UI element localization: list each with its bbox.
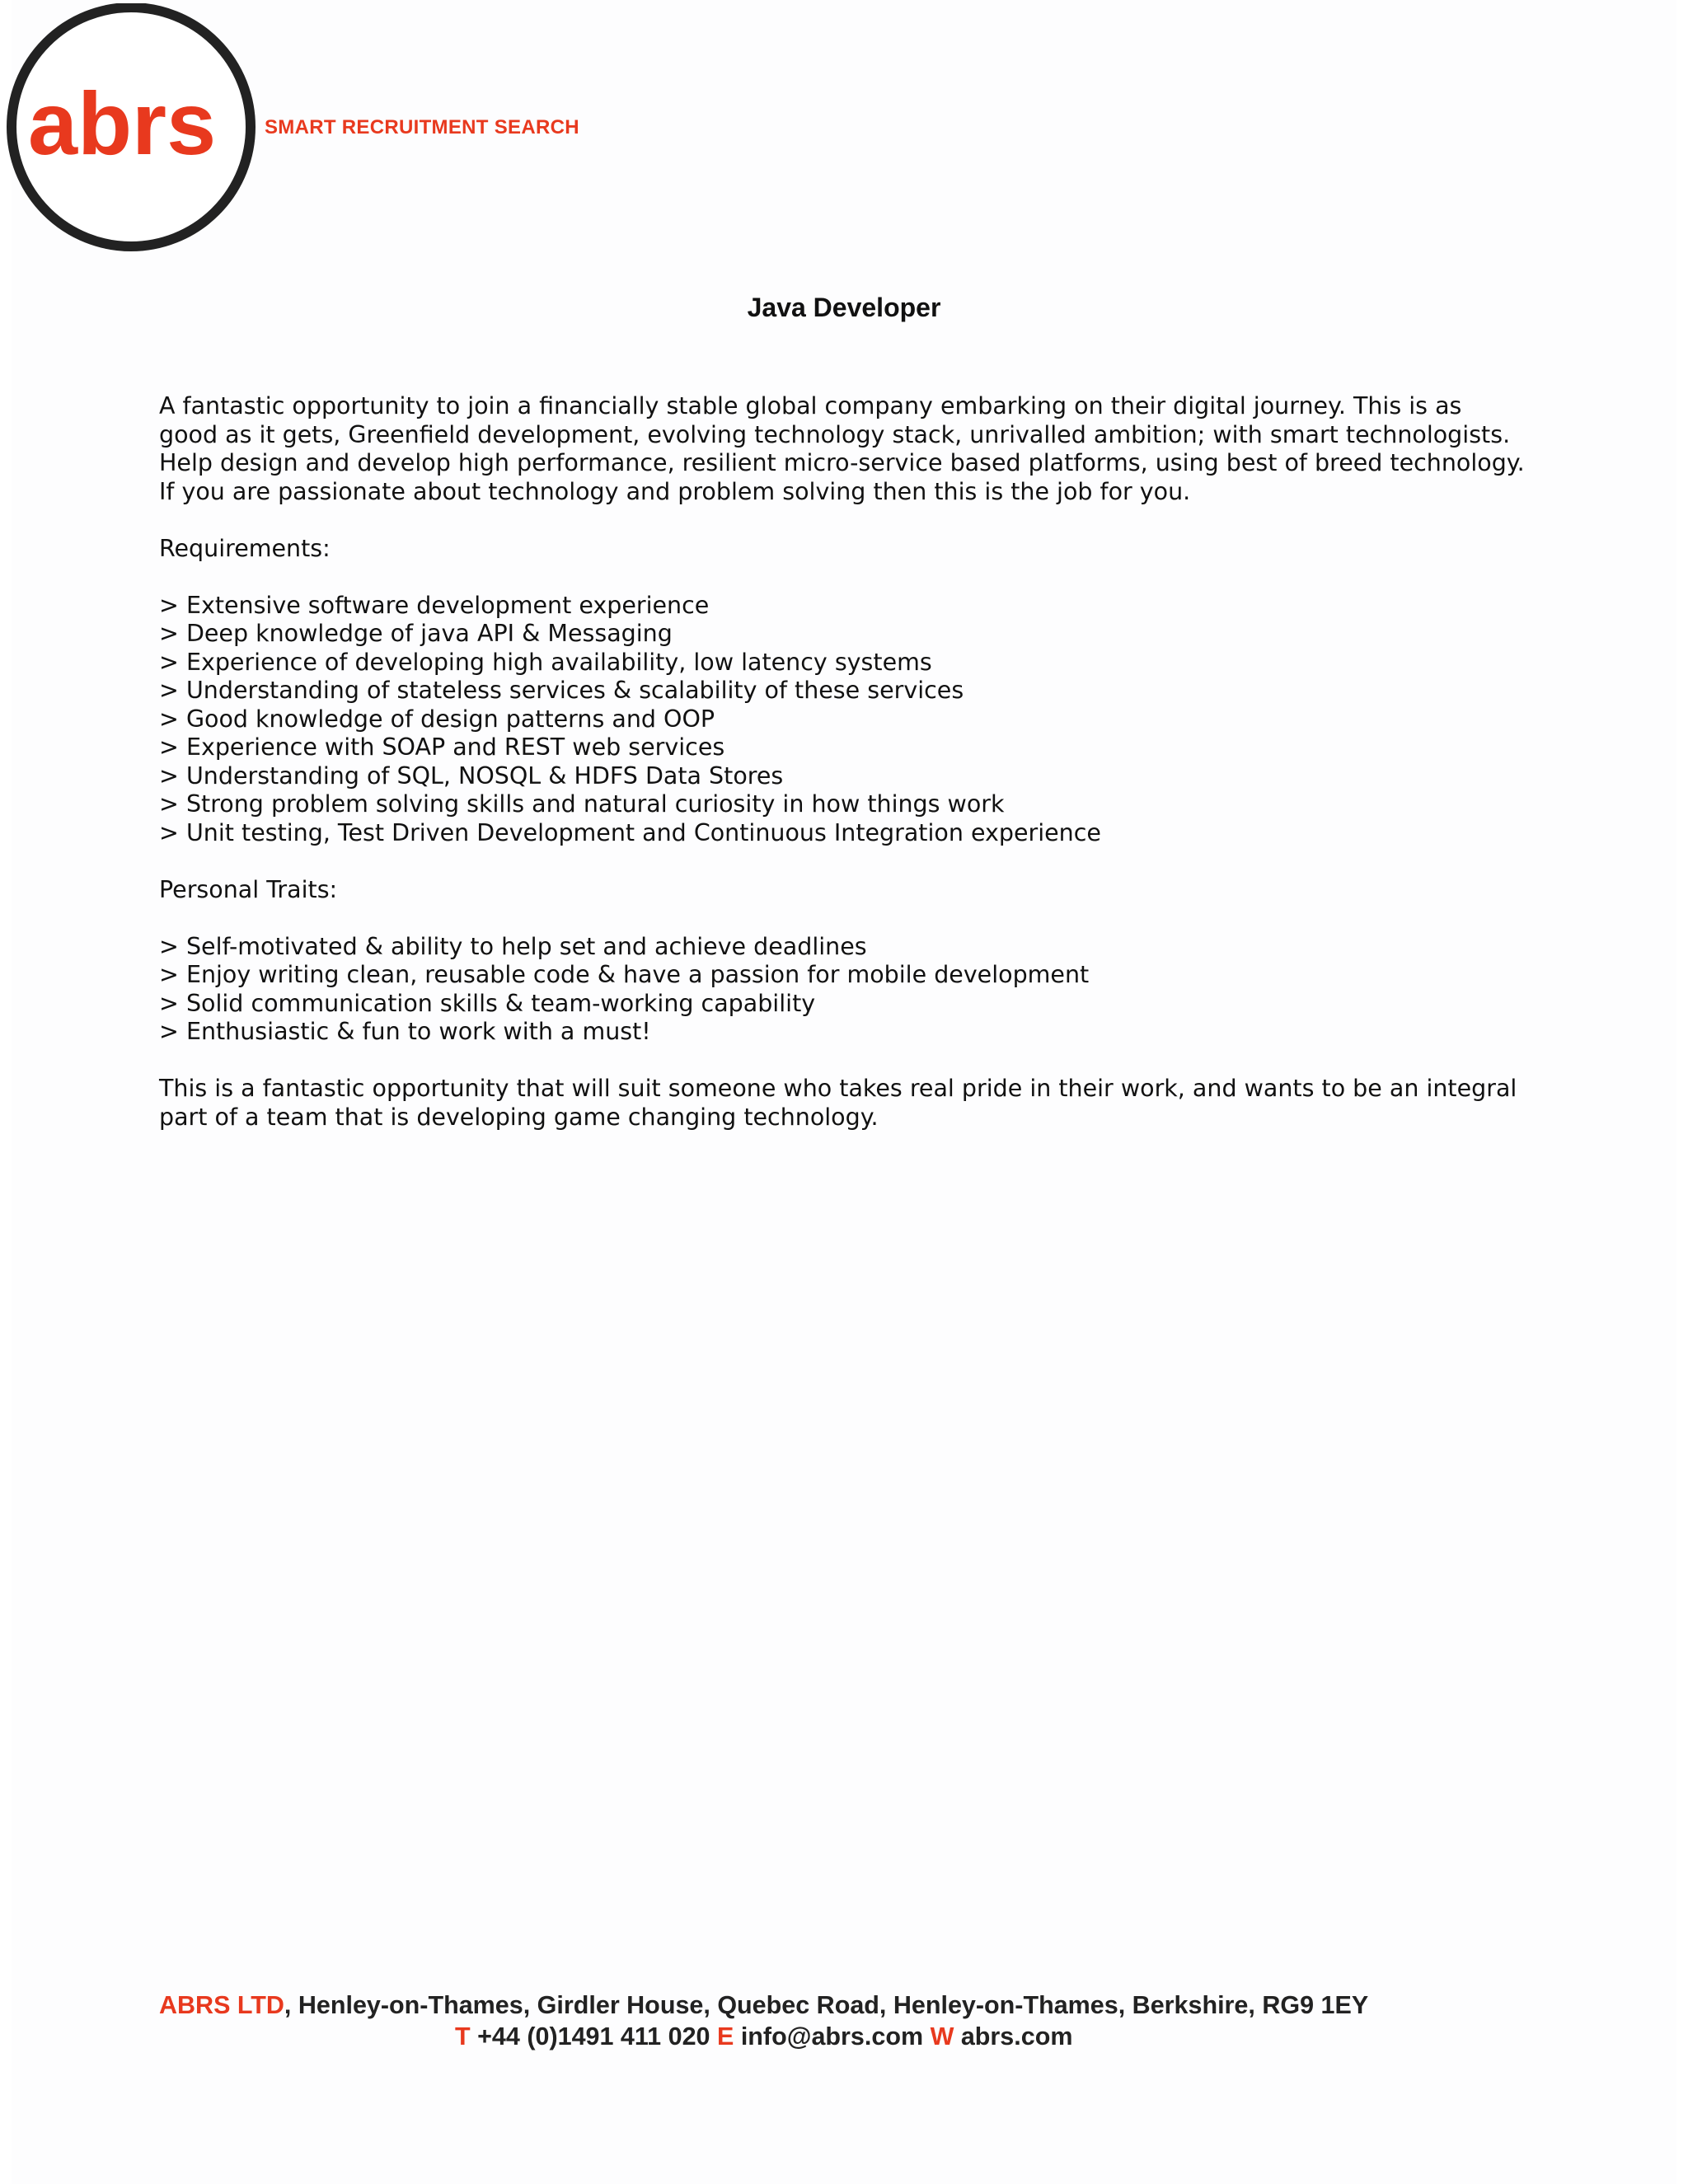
logo-ring-icon — [3, 3, 267, 259]
list-item: > Understanding of SQL, NOSQL & HDFS Data Stores — [159, 762, 784, 790]
closing-line: part of a team that is developing game changing technology. — [159, 1103, 879, 1131]
list-item: > Self-motivated & ability to help set and achieve deadlines — [159, 932, 867, 960]
intro-line: Help design and develop high performance, resilient micro-service based platforms, using best of breed technology. — [159, 449, 1525, 476]
web-label: W — [930, 2022, 954, 2050]
personal-traits-heading: Personal Traits: — [159, 875, 338, 903]
list-item: > Strong problem solving skills and natural curiosity in how things work — [159, 790, 1005, 818]
footer-address: , Henley-on-Thames, Girdler House, Quebec Road, Henley-on-Thames, Berkshire, RG9 1EY — [284, 1991, 1369, 2019]
job-description — [159, 392, 1560, 1132]
footer-contact-line — [455, 2022, 1072, 2051]
list-item: > Good knowledge of design patterns and OOP — [159, 705, 715, 733]
logo-tagline: SMART RECRUITMENT SEARCH — [265, 116, 579, 138]
page-title: Java Developer — [747, 293, 941, 322]
list-item: > Enjoy writing clean, reusable code & have a passion for mobile development — [159, 961, 1090, 988]
requirements-list — [159, 592, 1560, 848]
logo-wordmark: abrs — [28, 73, 217, 173]
email-label: E — [717, 2022, 734, 2050]
list-item: > Understanding of stateless services & scalability of these services — [159, 677, 964, 704]
intro-line: A fantastic opportunity to join a financially stable global company embarking on their digital journey. This is as — [159, 392, 1462, 419]
footer-phone: +44 (0)1491 411 020 — [477, 2022, 710, 2050]
footer-company-name: ABRS LTD — [159, 1991, 284, 2019]
footer-website[interactable]: abrs.com — [960, 2022, 1073, 2050]
footer-email[interactable]: info@abrs.com — [740, 2022, 924, 2050]
list-item: > Solid communication skills & team-working capability — [159, 989, 816, 1017]
abrs-logo — [3, 3, 580, 259]
personal-traits-list — [159, 933, 1560, 1047]
list-item: > Deep knowledge of java API & Messaging — [159, 620, 673, 647]
list-item: > Experience of developing high availability, low latency systems — [159, 648, 932, 676]
list-item: > Experience with SOAP and REST web services — [159, 733, 725, 761]
list-item: > Enthusiastic & fun to work with a must! — [159, 1018, 651, 1045]
list-item: > Extensive software development experience — [159, 591, 710, 619]
requirements-heading: Requirements: — [159, 534, 331, 562]
intro-line: good as it gets, Greenfield development, evolving technology stack, unrivalled ambition; with smart technologists. — [159, 420, 1511, 448]
list-item: > Unit testing, Test Driven Development and Continuous Integration experience — [159, 818, 1101, 846]
footer-address-line — [159, 1991, 1368, 2020]
closing-line: This is a fantastic opportunity that will suit someone who takes real pride in their work, and wants to be an integral — [159, 1075, 1517, 1102]
phone-label: T — [455, 2022, 471, 2050]
intro-line: If you are passionate about technology and problem solving then this is the job for you. — [159, 477, 1191, 505]
